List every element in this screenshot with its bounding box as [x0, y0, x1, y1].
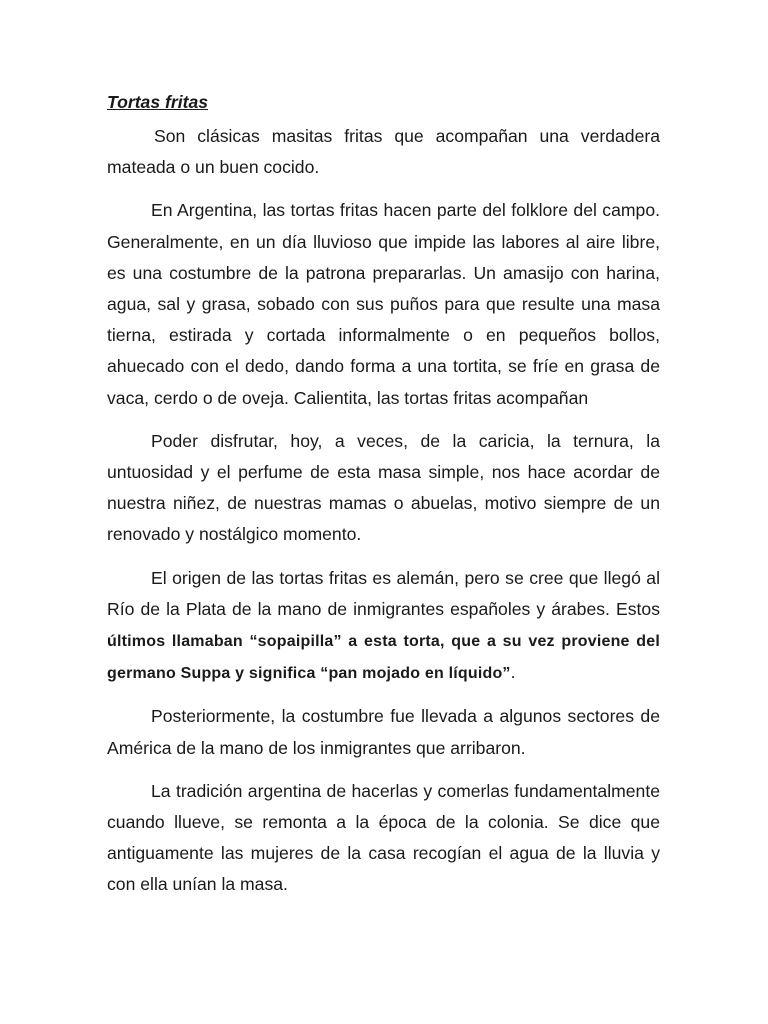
paragraph-4-text: El origen de las tortas fritas es alemán, pero se cree que llegó al Río de la Plata de la mano de inmigrantes españoles y árabes. Estos — [107, 567, 660, 619]
paragraph-1: Son clásicas masitas fritas que acompañan una verdadera mateada o un buen cocido. — [107, 126, 660, 178]
document-title: Tortas fritas — [107, 92, 209, 112]
paragraph-5: Posteriormente, la costumbre fue llevada a algunos sectores de América de la mano de los inmigrantes que arribaron. — [107, 706, 660, 758]
paragraph-4-tail: . — [510, 662, 516, 683]
paragraph-3: Poder disfrutar, hoy, a veces, de la caricia, la ternura, la untuosidad y el perfume de esta masa simple, nos hace acordar de nuestra niñez, de nuestras mamas o abuelas, motivo siempre de un renovado y nostálgico momento. — [107, 430, 660, 545]
paragraph-6: La tradición argentina de hacerlas y comerlas fundamentalmente cuando llueve, se remonta a la época de la colonia. Se dice que antiguamente las mujeres de la casa recogían el agua de la lluvia y con ella unían la masa. — [107, 780, 660, 895]
paragraph-2: En Argentina, las tortas fritas hacen parte del folklore del campo. Generalmente, en un día lluvioso que impide las labores al aire libre, es una costumbre de la patrona prepararlas. Un amasijo con harina, agua, sal y grasa, sobado con sus puños para que resulte una masa tierna, estirada y cortada informalmente o en pequeños bollos, ahuecado con el dedo, dando forma a una tortita, se fríe en grasa de vaca, cerdo o de oveja. Calientita, las tortas fritas acompañan — [107, 200, 660, 408]
paragraph-4 — [107, 563, 660, 690]
paragraph-4-bold-text: últimos llamaban “sopaipilla” a esta torta, que a su vez proviene del germano Suppa y significa “pan mojado en líquido” — [107, 633, 660, 683]
